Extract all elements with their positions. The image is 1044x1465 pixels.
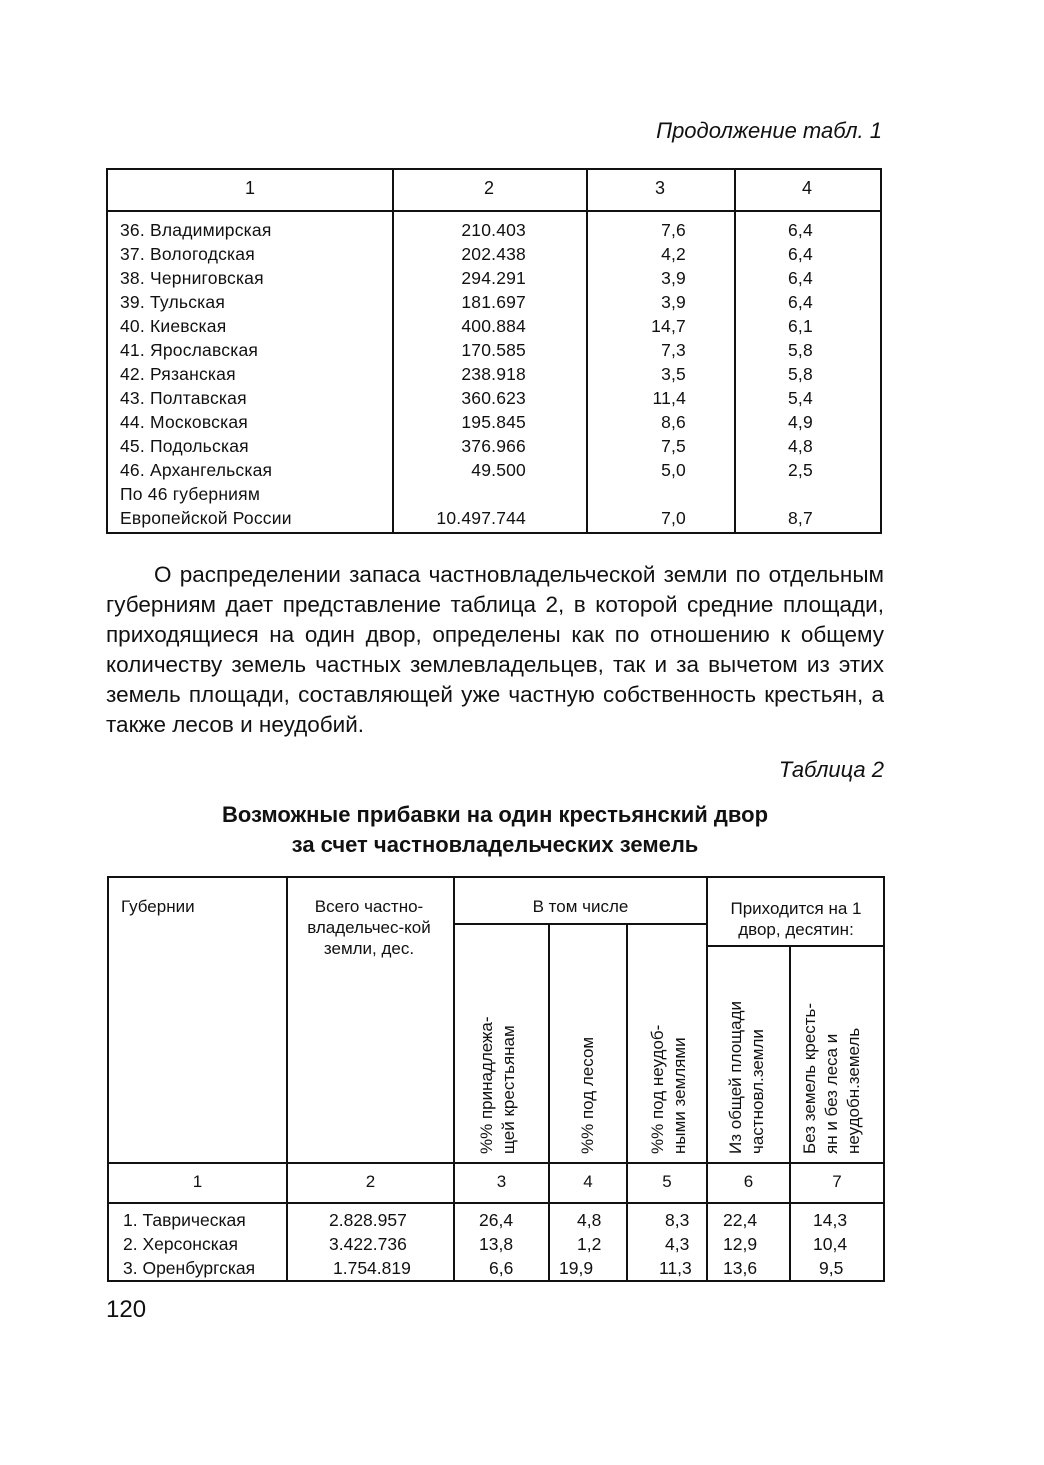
cell-value: 6,4 (788, 220, 813, 240)
cell-value: 11,4 (652, 388, 686, 408)
cell-value: 294.291 (461, 268, 526, 288)
header-col7-line3: неудобн.земель (844, 1027, 863, 1154)
cell-value: 3.422.736 (329, 1234, 407, 1254)
cell-value: 4,8 (577, 1210, 602, 1230)
cell-value: 5,4 (788, 388, 813, 408)
cell-value: 181.697 (461, 292, 526, 312)
cell-value: 6,6 (489, 1258, 514, 1278)
table-row (109, 1234, 883, 1258)
table-total-row (108, 484, 880, 508)
cell-value: 7,3 (661, 340, 686, 360)
table-total-row (108, 508, 880, 532)
table-2 (107, 876, 885, 1282)
guberniya-name: 45. Подольская (120, 436, 249, 456)
guberniya-name: 42. Рязанская (120, 364, 236, 384)
column-number: 2 (365, 1172, 376, 1191)
total-label-line1: По 46 губерниям (120, 484, 261, 504)
cell-value: 3,9 (661, 292, 686, 312)
cell-value: 5,8 (788, 340, 813, 360)
cell-value: 360.623 (461, 388, 526, 408)
body-paragraph (106, 560, 884, 740)
cell-value: 2,5 (788, 460, 813, 480)
header-col5 (647, 1025, 691, 1154)
table-row (109, 1258, 883, 1282)
cell-value: 210.403 (461, 220, 526, 240)
header-col7-line2: ян и без леса и (822, 1033, 841, 1154)
cell-value: 6,4 (788, 268, 813, 288)
cell-value: 7,0 (661, 508, 686, 528)
table-row (108, 460, 880, 484)
column-number: 1 (192, 1172, 203, 1191)
cell-value: 3,9 (661, 268, 686, 288)
total-label-line2: Европейской России (120, 508, 292, 528)
guberniya-name: 2. Херсонская (123, 1234, 238, 1254)
guberniya-name: 37. Вологодская (120, 244, 255, 264)
cell-value: 2.828.957 (329, 1210, 407, 1230)
paragraph-text: О распределении запаса частновладельческой земли по отдельным губерниям дает представление таблица 2, в которой средние площади, приходящиеся на один двор, определены как по отношению к общему количеству земель частных землевладельцев, так и за вычетом из этих земель площади, составляющей уже частную собственность крестьян, а также лесов и неудобий. (106, 562, 884, 737)
cell-value: 13,6 (723, 1258, 758, 1278)
table-row (108, 412, 880, 436)
header-col6-line2: частновл.земли (748, 1029, 767, 1154)
cell-value: 376.966 (461, 436, 526, 456)
cell-value: 14,3 (813, 1210, 848, 1230)
guberniya-name: 3. Оренбургская (123, 1258, 256, 1278)
cell-value: 12,9 (723, 1234, 758, 1254)
guberniya-name: 36. Владимирская (120, 220, 272, 240)
header-col3 (476, 1016, 520, 1154)
table1-header-4: 4 (801, 178, 812, 198)
column-number: 7 (832, 1172, 842, 1191)
cell-value: 170.585 (461, 340, 526, 360)
guberniya-name: 38. Черниговская (120, 268, 264, 288)
cell-value: 195.845 (461, 412, 526, 432)
header-col6 (725, 1001, 769, 1154)
cell-value: 7,5 (661, 436, 686, 456)
cell-value: 10,4 (813, 1234, 848, 1254)
table-row (108, 388, 880, 412)
cell-value: 26,4 (479, 1210, 514, 1230)
guberniya-name: 44. Московская (120, 412, 248, 432)
column-number: 3 (496, 1172, 507, 1191)
cell-value: 1.754.819 (333, 1258, 411, 1278)
cell-value: 4,9 (788, 412, 813, 432)
cell-value: 6,4 (788, 292, 813, 312)
table-row (108, 316, 880, 340)
cell-value: 400.884 (461, 316, 526, 336)
table2-title-line2: за счет частновладельческих земель (291, 832, 699, 857)
table2-divider (453, 923, 706, 925)
table-row (108, 244, 880, 268)
cell-value: 6,1 (788, 316, 813, 336)
table-1 (106, 168, 882, 534)
guberniya-name: 46. Архангельская (120, 460, 273, 480)
header-col4-text: %% под лесом (578, 1036, 597, 1154)
cell-value: 22,4 (723, 1210, 758, 1230)
table-row (108, 268, 880, 292)
table2-divider (109, 1162, 883, 1164)
column-number: 5 (662, 1172, 672, 1191)
cell-value: 13,8 (479, 1234, 514, 1254)
guberniya-name: 43. Полтавская (120, 388, 247, 408)
guberniya-name: 41. Ярославская (120, 340, 259, 360)
column-number: 4 (583, 1172, 593, 1191)
table-row (109, 1210, 883, 1234)
header-v-tom-chisle: В том числе (532, 897, 629, 916)
cell-value: 202.438 (461, 244, 526, 264)
table2-title-line1: Возможные прибавки на один крестьянский двор (221, 802, 769, 827)
table-row (108, 364, 880, 388)
table-row (108, 340, 880, 364)
header-col5-line2: ными землями (670, 1037, 689, 1154)
header-total-land: Всего частно-владельчес-кой земли, дес. (307, 897, 431, 958)
guberniya-name: 40. Киевская (120, 316, 227, 336)
header-col4 (577, 1037, 599, 1154)
cell-value: 19,9 (559, 1258, 594, 1278)
cell-value: 8,7 (788, 508, 813, 528)
guberniya-name: 1. Таврическая (123, 1210, 246, 1230)
table-row (108, 292, 880, 316)
cell-value: 49.500 (471, 460, 526, 480)
guberniya-name: 39. Тульская (120, 292, 225, 312)
table1-header-2: 2 (483, 178, 494, 198)
table2-divider (109, 1202, 883, 1204)
column-number: 6 (743, 1172, 754, 1191)
table1-header-1: 1 (244, 178, 255, 198)
cell-value: 6,4 (788, 244, 813, 264)
cell-value: 7,6 (661, 220, 686, 240)
cell-value: 4,8 (788, 436, 813, 456)
table-row (108, 436, 880, 460)
cell-value: 5,0 (661, 460, 686, 480)
cell-value: 4,2 (661, 244, 686, 264)
header-gubernii: Губернии (121, 897, 195, 916)
cell-value: 4,3 (665, 1234, 690, 1254)
cell-value: 14,7 (651, 316, 686, 336)
header-col3-line1: %% принадлежа- (477, 1016, 496, 1154)
page-number: 120 (106, 1296, 147, 1323)
header-col6-line1: Из общей площади (726, 1000, 745, 1154)
cell-value: 3,5 (661, 364, 686, 384)
header-col5-line1: %% под неудоб- (648, 1024, 667, 1154)
header-col3-line2: щей крестьянам (499, 1025, 518, 1154)
cell-value: 5,8 (788, 364, 813, 384)
table2-label: Таблица 2 (778, 757, 884, 782)
cell-value: 238.918 (461, 364, 526, 384)
cell-value: 9,5 (819, 1258, 844, 1278)
cell-value: 11,3 (659, 1258, 692, 1278)
cell-value: 1,2 (577, 1234, 602, 1254)
header-col7 (799, 1003, 865, 1154)
cell-value: 10.497.744 (436, 508, 526, 528)
header-col7-line1: Без земель кресть- (800, 1002, 819, 1154)
table1-header-3: 3 (654, 178, 665, 198)
cell-value: 8,6 (661, 412, 686, 432)
table2-title (106, 800, 884, 860)
table-row (108, 220, 880, 244)
table1-continuation-label: Продолжение табл. 1 (656, 118, 882, 143)
cell-value: 8,3 (665, 1210, 690, 1230)
header-prihoditsya: Приходится на 1 двор, десятин: (730, 899, 862, 939)
table2-divider (706, 945, 883, 947)
